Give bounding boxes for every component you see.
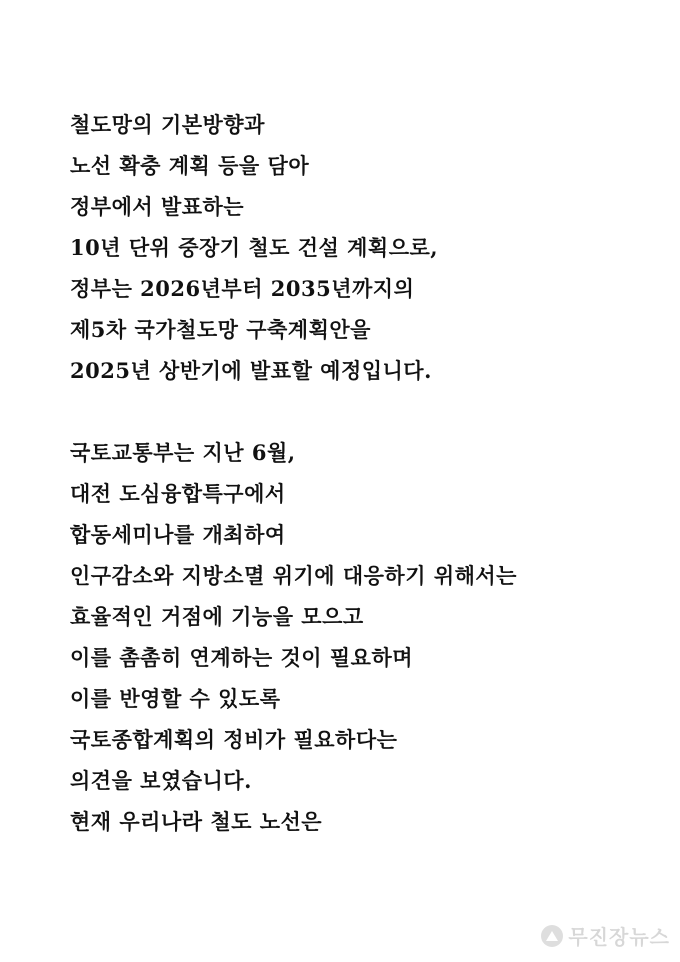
text-line: 10년 단위 중장기 철도 건설 계획으로, [70,235,439,260]
text-line: 이를 촘촘히 연계하는 것이 필요하며 [70,645,414,670]
text-line: 국토종합계획의 정비가 필요하다는 [70,727,398,752]
text-line: 이를 반영할 수 있도록 [70,686,281,711]
mountain-logo-icon [541,925,563,947]
document-body [70,104,670,842]
text-line: 철도망의 기본방향과 [70,112,265,137]
text-line: 제5차 국가철도망 구축계획안을 [70,317,371,342]
text-line: 합동세미나를 개최하여 [70,522,286,547]
text-line: 정부는 2026년부터 2035년까지의 [70,276,415,301]
text-line: 의견을 보였습니다. [70,768,252,793]
text-line: 인구감소와 지방소멸 위기에 대응하기 위해서는 [70,563,517,588]
paragraph-spacer [70,391,670,432]
text-line: 국토교통부는 지난 6월, [70,440,296,465]
text-line: 2025년 상반기에 발표할 예정입니다. [70,358,432,383]
paragraph-2 [70,432,670,842]
text-line: 대전 도심융합특구에서 [70,481,286,506]
text-line: 노선 확충 계획 등을 담아 [70,153,310,178]
watermark [541,921,670,950]
paragraph-1 [70,104,670,391]
watermark-text: 무진장뉴스 [568,925,670,949]
text-line: 현재 우리나라 철도 노선은 [70,809,323,834]
text-line: 정부에서 발표하는 [70,194,245,219]
text-line: 효율적인 거점에 기능을 모으고 [70,604,364,629]
